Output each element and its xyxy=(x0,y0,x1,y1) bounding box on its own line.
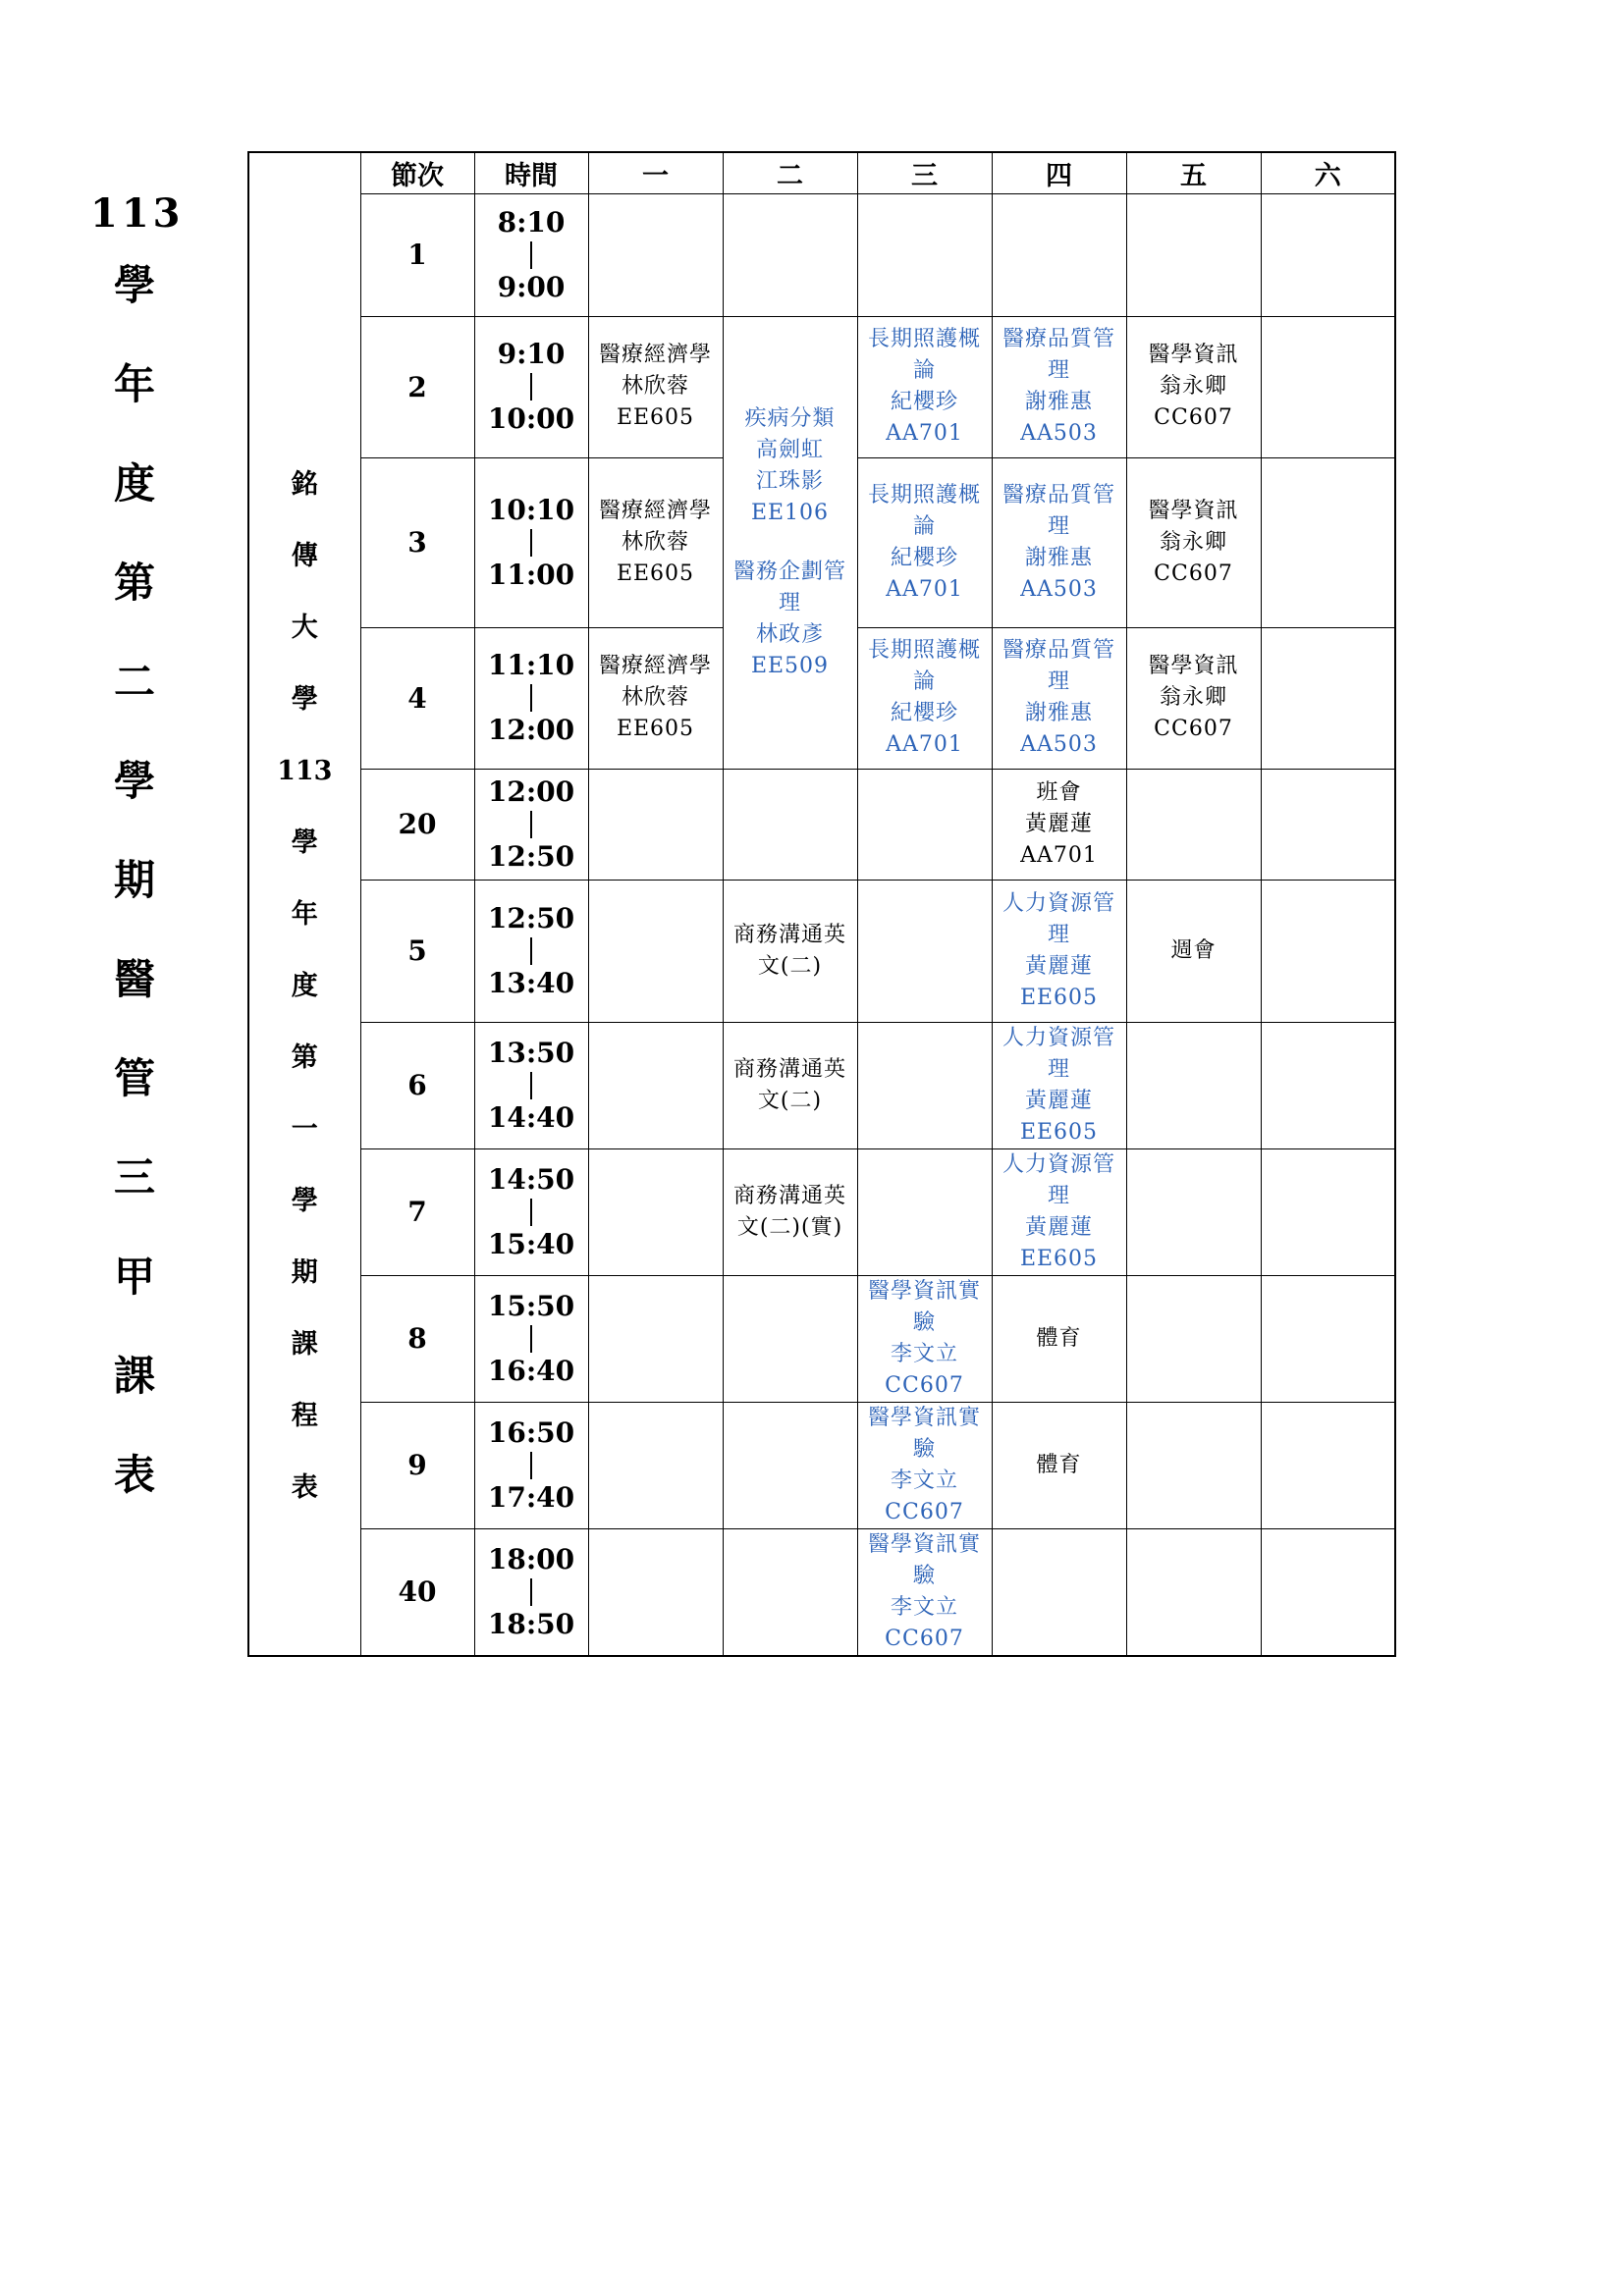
course-teacher: 紀櫻珍 xyxy=(890,390,958,414)
side-title xyxy=(248,152,360,1656)
course-room: CC607 xyxy=(1154,561,1233,586)
course-cell xyxy=(992,1402,1126,1528)
course-teacher: 翁永卿 xyxy=(1159,374,1227,399)
course-name-cont: 理 xyxy=(1047,358,1070,383)
course-cell xyxy=(992,457,1126,627)
course-room: CC607 xyxy=(885,1626,964,1651)
course-name: 醫學資訊 xyxy=(1148,343,1239,367)
course-name: 商務溝通英 xyxy=(732,1056,846,1082)
title-char: 甲 xyxy=(113,1253,155,1301)
empty-cell xyxy=(723,193,857,316)
course-name: 醫學資訊實 xyxy=(867,1531,981,1557)
time-cell xyxy=(474,1148,588,1275)
course-teacher: 林欣蓉 xyxy=(621,529,689,555)
schedule-table xyxy=(247,151,1396,1657)
course-room: AA503 xyxy=(1020,732,1098,757)
time-start: 14:50 xyxy=(487,1162,575,1196)
empty-cell xyxy=(588,1528,723,1656)
title-char: 表 xyxy=(113,1451,155,1499)
header-sat: 六 xyxy=(1261,152,1395,193)
course-cell xyxy=(857,1528,992,1656)
title-char: 醫 xyxy=(113,955,155,1003)
empty-cell xyxy=(723,769,857,880)
course-name: 醫學資訊 xyxy=(1148,498,1239,523)
header-thu: 四 xyxy=(992,152,1126,193)
course-name: 醫療經濟學 xyxy=(598,498,712,523)
course-name-cont: 文(二) xyxy=(757,953,823,979)
time-cell xyxy=(474,1275,588,1402)
empty-cell xyxy=(992,193,1126,316)
course-name: 疾病分類 xyxy=(744,405,836,431)
course-teacher: 林政彥 xyxy=(755,621,824,647)
time-end: 11:00 xyxy=(487,558,575,591)
course-room: EE605 xyxy=(616,561,695,586)
empty-cell xyxy=(1126,769,1261,880)
course-room: CC607 xyxy=(885,1499,964,1524)
course-cell xyxy=(1126,316,1261,457)
period-number: 1 xyxy=(360,193,474,316)
course-name-cont: 驗 xyxy=(912,1436,936,1462)
course-name: 醫學資訊實 xyxy=(867,1405,981,1430)
empty-cell xyxy=(1261,627,1395,769)
period-row xyxy=(248,316,1395,457)
course-teacher: 謝雅惠 xyxy=(1024,701,1093,725)
course-name-cont: 論 xyxy=(912,669,936,694)
empty-cell xyxy=(1261,457,1395,627)
period-number: 7 xyxy=(360,1148,474,1275)
course-name: 人力資源管 xyxy=(1001,890,1115,916)
course-teacher: 黃麗蓮 xyxy=(1024,1214,1093,1240)
course-cell xyxy=(857,1402,992,1528)
time-end: 12:00 xyxy=(487,714,575,746)
course-room: EE509 xyxy=(750,653,830,678)
course-cell xyxy=(1126,627,1261,769)
course-teacher: 李文立 xyxy=(890,1468,958,1493)
course-name: 體育 xyxy=(1036,1452,1082,1477)
course-name-cont: 驗 xyxy=(912,1309,936,1335)
course-teacher: 李文立 xyxy=(890,1341,958,1366)
course-teacher: 黃麗蓮 xyxy=(1024,1088,1093,1113)
course-name-cont: 理 xyxy=(1047,669,1070,694)
period-row xyxy=(248,1275,1395,1402)
course-name-cont: 理 xyxy=(1047,922,1070,947)
empty-cell xyxy=(857,1022,992,1148)
course-name: 人力資源管 xyxy=(1001,1151,1115,1177)
period-number: 5 xyxy=(360,880,474,1022)
period-row xyxy=(248,769,1395,880)
empty-cell xyxy=(1261,316,1395,457)
course-cell xyxy=(857,1275,992,1402)
empty-cell xyxy=(1261,1022,1395,1148)
time-start: 10:10 xyxy=(487,493,575,526)
course-teacher: 謝雅惠 xyxy=(1024,545,1093,570)
course-teacher: 紀櫻珍 xyxy=(890,545,958,570)
period-row xyxy=(248,1022,1395,1148)
course-room: AA503 xyxy=(1020,421,1098,446)
course-teacher: 黃麗蓮 xyxy=(1024,811,1093,836)
time-end: 14:40 xyxy=(487,1100,575,1134)
side-title-char: 學 xyxy=(291,828,318,859)
course-cell xyxy=(588,457,723,627)
course-room: AA701 xyxy=(1020,842,1098,868)
side-title-char: 一 xyxy=(291,1114,318,1146)
course-cell xyxy=(992,1022,1126,1148)
empty-cell xyxy=(588,769,723,880)
empty-cell xyxy=(857,1148,992,1275)
time-end: 10:00 xyxy=(487,402,575,435)
time-end: 12:50 xyxy=(487,839,575,873)
course-name: 醫療品質管 xyxy=(1001,327,1115,351)
side-title-char: 銘 xyxy=(291,469,318,501)
course-name: 醫療品質管 xyxy=(1001,638,1115,663)
period-row xyxy=(248,1528,1395,1656)
empty-cell xyxy=(1126,1528,1261,1656)
course-cell xyxy=(992,316,1126,457)
time-start: 13:50 xyxy=(487,1036,575,1069)
time-cell xyxy=(474,880,588,1022)
empty-cell xyxy=(723,1275,857,1402)
empty-cell xyxy=(1261,880,1395,1022)
side-title-char: 程 xyxy=(291,1401,318,1432)
course-name: 醫學資訊實 xyxy=(867,1278,981,1304)
title-char: 學 xyxy=(113,757,155,805)
side-title-char: 度 xyxy=(291,971,318,1002)
course-cell xyxy=(1126,880,1261,1022)
time-end: 13:40 xyxy=(487,966,575,999)
course-cell xyxy=(857,627,992,769)
empty-cell xyxy=(588,1022,723,1148)
course-cell xyxy=(1126,457,1261,627)
course-teacher: 高劍虹 xyxy=(755,437,824,462)
course-cell xyxy=(992,627,1126,769)
course-room: AA701 xyxy=(886,576,963,602)
title-char: 期 xyxy=(113,856,155,904)
empty-cell xyxy=(1126,1022,1261,1148)
period-row xyxy=(248,193,1395,316)
course-room: AA701 xyxy=(886,421,963,446)
time-end: 16:40 xyxy=(487,1354,575,1387)
course-cell xyxy=(992,769,1126,880)
time-cell xyxy=(474,316,588,457)
empty-cell xyxy=(588,880,723,1022)
title-char: 年 xyxy=(113,360,155,408)
time-cell xyxy=(474,627,588,769)
course-room: EE605 xyxy=(1019,1246,1099,1271)
course-room: AA701 xyxy=(886,732,963,757)
side-title-char: 學 xyxy=(291,1186,318,1217)
empty-cell xyxy=(1261,1528,1395,1656)
course-cell xyxy=(723,1022,857,1148)
course-name-cont: 理 xyxy=(1047,1183,1070,1208)
side-title-char: 課 xyxy=(291,1329,318,1361)
course-teacher: 翁永卿 xyxy=(1159,529,1227,555)
course-room: EE605 xyxy=(616,717,695,741)
header-tue: 二 xyxy=(723,152,857,193)
period-row xyxy=(248,1148,1395,1275)
vertical-page-title xyxy=(90,190,185,1524)
course-name-cont: 文(二) xyxy=(757,1088,823,1113)
title-char: 學 xyxy=(113,261,155,309)
course-room: EE605 xyxy=(1019,985,1099,1010)
empty-cell xyxy=(1261,193,1395,316)
course-room: CC607 xyxy=(885,1372,964,1398)
empty-cell xyxy=(723,1528,857,1656)
course-name-cont: 論 xyxy=(912,513,936,539)
course-teacher: 紀櫻珍 xyxy=(890,701,958,725)
course-cell xyxy=(857,457,992,627)
empty-cell xyxy=(1126,1275,1261,1402)
side-title-char: 表 xyxy=(291,1472,318,1504)
time-start: 16:50 xyxy=(487,1415,575,1449)
course-cell xyxy=(723,1148,857,1275)
course-teacher: 林欣蓉 xyxy=(621,374,689,399)
course-name: 長期照護概 xyxy=(867,638,981,663)
course-room: CC607 xyxy=(1154,405,1233,430)
course-cell xyxy=(857,316,992,457)
time-start: 9:10 xyxy=(497,338,566,370)
empty-cell xyxy=(588,1148,723,1275)
course-name: 人力資源管 xyxy=(1001,1025,1115,1050)
course-room: EE106 xyxy=(750,500,830,525)
time-start: 15:50 xyxy=(487,1289,575,1322)
empty-cell xyxy=(1261,1402,1395,1528)
title-year: 113 xyxy=(90,190,185,237)
header-period: 節次 xyxy=(360,152,474,193)
empty-cell xyxy=(1261,1148,1395,1275)
course-name: 商務溝通英 xyxy=(732,922,846,947)
title-char: 第 xyxy=(113,559,155,607)
period-number: 9 xyxy=(360,1402,474,1528)
course-name-cont: 驗 xyxy=(912,1563,936,1588)
empty-cell xyxy=(588,193,723,316)
course-cell xyxy=(588,316,723,457)
period-number: 6 xyxy=(360,1022,474,1148)
course-name-cont: 理 xyxy=(778,590,801,615)
period-number: 3 xyxy=(360,457,474,627)
side-title-char: 大 xyxy=(291,613,318,644)
title-char: 課 xyxy=(113,1352,155,1400)
empty-cell xyxy=(992,1528,1126,1656)
time-start: 12:50 xyxy=(487,901,575,934)
empty-cell xyxy=(588,1275,723,1402)
empty-cell xyxy=(723,1402,857,1528)
header-fri: 五 xyxy=(1126,152,1261,193)
course-name: 體育 xyxy=(1036,1325,1082,1351)
course-teacher: 謝雅惠 xyxy=(1024,390,1093,414)
time-cell xyxy=(474,769,588,880)
side-title-char: 傳 xyxy=(291,541,318,572)
course-teacher: 林欣蓉 xyxy=(621,685,689,710)
course-cell xyxy=(588,627,723,769)
course-teacher: 翁永卿 xyxy=(1159,685,1227,710)
empty-cell xyxy=(857,880,992,1022)
empty-cell xyxy=(1126,1148,1261,1275)
course-name: 醫療經濟學 xyxy=(598,654,712,678)
period-row xyxy=(248,880,1395,1022)
period-row xyxy=(248,1402,1395,1528)
course-teacher: 黃麗蓮 xyxy=(1024,953,1093,979)
empty-cell xyxy=(1261,1275,1395,1402)
side-title-char: 期 xyxy=(291,1257,318,1289)
empty-cell xyxy=(1261,769,1395,880)
course-room: EE605 xyxy=(1019,1119,1099,1145)
title-char: 管 xyxy=(113,1054,155,1102)
title-char: 三 xyxy=(113,1153,155,1201)
course-name-cont: 理 xyxy=(1047,513,1070,539)
course-room: EE605 xyxy=(616,405,695,430)
header-mon: 一 xyxy=(588,152,723,193)
side-title-char: 第 xyxy=(291,1042,318,1074)
course-name: 醫務企劃管 xyxy=(732,559,846,584)
time-cell xyxy=(474,193,588,316)
title-char: 度 xyxy=(113,459,155,507)
time-end: 15:40 xyxy=(487,1227,575,1260)
empty-cell xyxy=(1126,1402,1261,1528)
time-end: 9:00 xyxy=(497,270,566,303)
course-name-cont: 理 xyxy=(1047,1056,1070,1082)
course-name: 班會 xyxy=(1036,779,1082,805)
time-start: 12:00 xyxy=(487,774,575,808)
header-row xyxy=(248,152,1395,193)
course-cell xyxy=(992,1275,1126,1402)
time-cell xyxy=(474,457,588,627)
empty-cell xyxy=(857,769,992,880)
time-end: 17:40 xyxy=(487,1480,575,1514)
time-start: 8:10 xyxy=(497,205,566,239)
course-cell xyxy=(992,880,1126,1022)
course-cell-merged xyxy=(723,316,857,769)
course-room: CC607 xyxy=(1154,717,1233,741)
time-cell xyxy=(474,1022,588,1148)
side-title-char: 學 xyxy=(291,684,318,716)
time-start: 18:00 xyxy=(487,1542,575,1575)
course-teacher: 李文立 xyxy=(890,1594,958,1620)
empty-cell xyxy=(857,193,992,316)
side-title-char: 113 xyxy=(277,756,333,787)
course-cell xyxy=(992,1148,1126,1275)
period-number: 4 xyxy=(360,627,474,769)
period-number: 20 xyxy=(360,769,474,880)
period-number: 2 xyxy=(360,316,474,457)
course-name: 醫療經濟學 xyxy=(598,343,712,367)
side-title-char: 年 xyxy=(291,899,318,931)
course-name: 醫學資訊 xyxy=(1148,654,1239,678)
course-name-cont: 文(二)(實) xyxy=(736,1214,843,1240)
course-teacher: 江珠影 xyxy=(755,468,824,494)
empty-cell xyxy=(1126,193,1261,316)
course-name: 商務溝通英 xyxy=(732,1183,846,1208)
time-start: 11:10 xyxy=(487,649,575,681)
course-name-cont: 論 xyxy=(912,358,936,383)
header-time: 時間 xyxy=(474,152,588,193)
header-wed: 三 xyxy=(857,152,992,193)
empty-cell xyxy=(588,1402,723,1528)
course-name: 長期照護概 xyxy=(867,327,981,351)
time-cell xyxy=(474,1402,588,1528)
period-number: 40 xyxy=(360,1528,474,1656)
course-room: AA503 xyxy=(1020,576,1098,602)
course-name: 醫療品質管 xyxy=(1001,482,1115,507)
course-name: 長期照護概 xyxy=(867,482,981,507)
time-cell xyxy=(474,1528,588,1656)
course-name: 週會 xyxy=(1170,937,1217,963)
title-char: 二 xyxy=(113,658,155,706)
course-cell xyxy=(723,880,857,1022)
period-number: 8 xyxy=(360,1275,474,1402)
time-end: 18:50 xyxy=(487,1607,575,1640)
